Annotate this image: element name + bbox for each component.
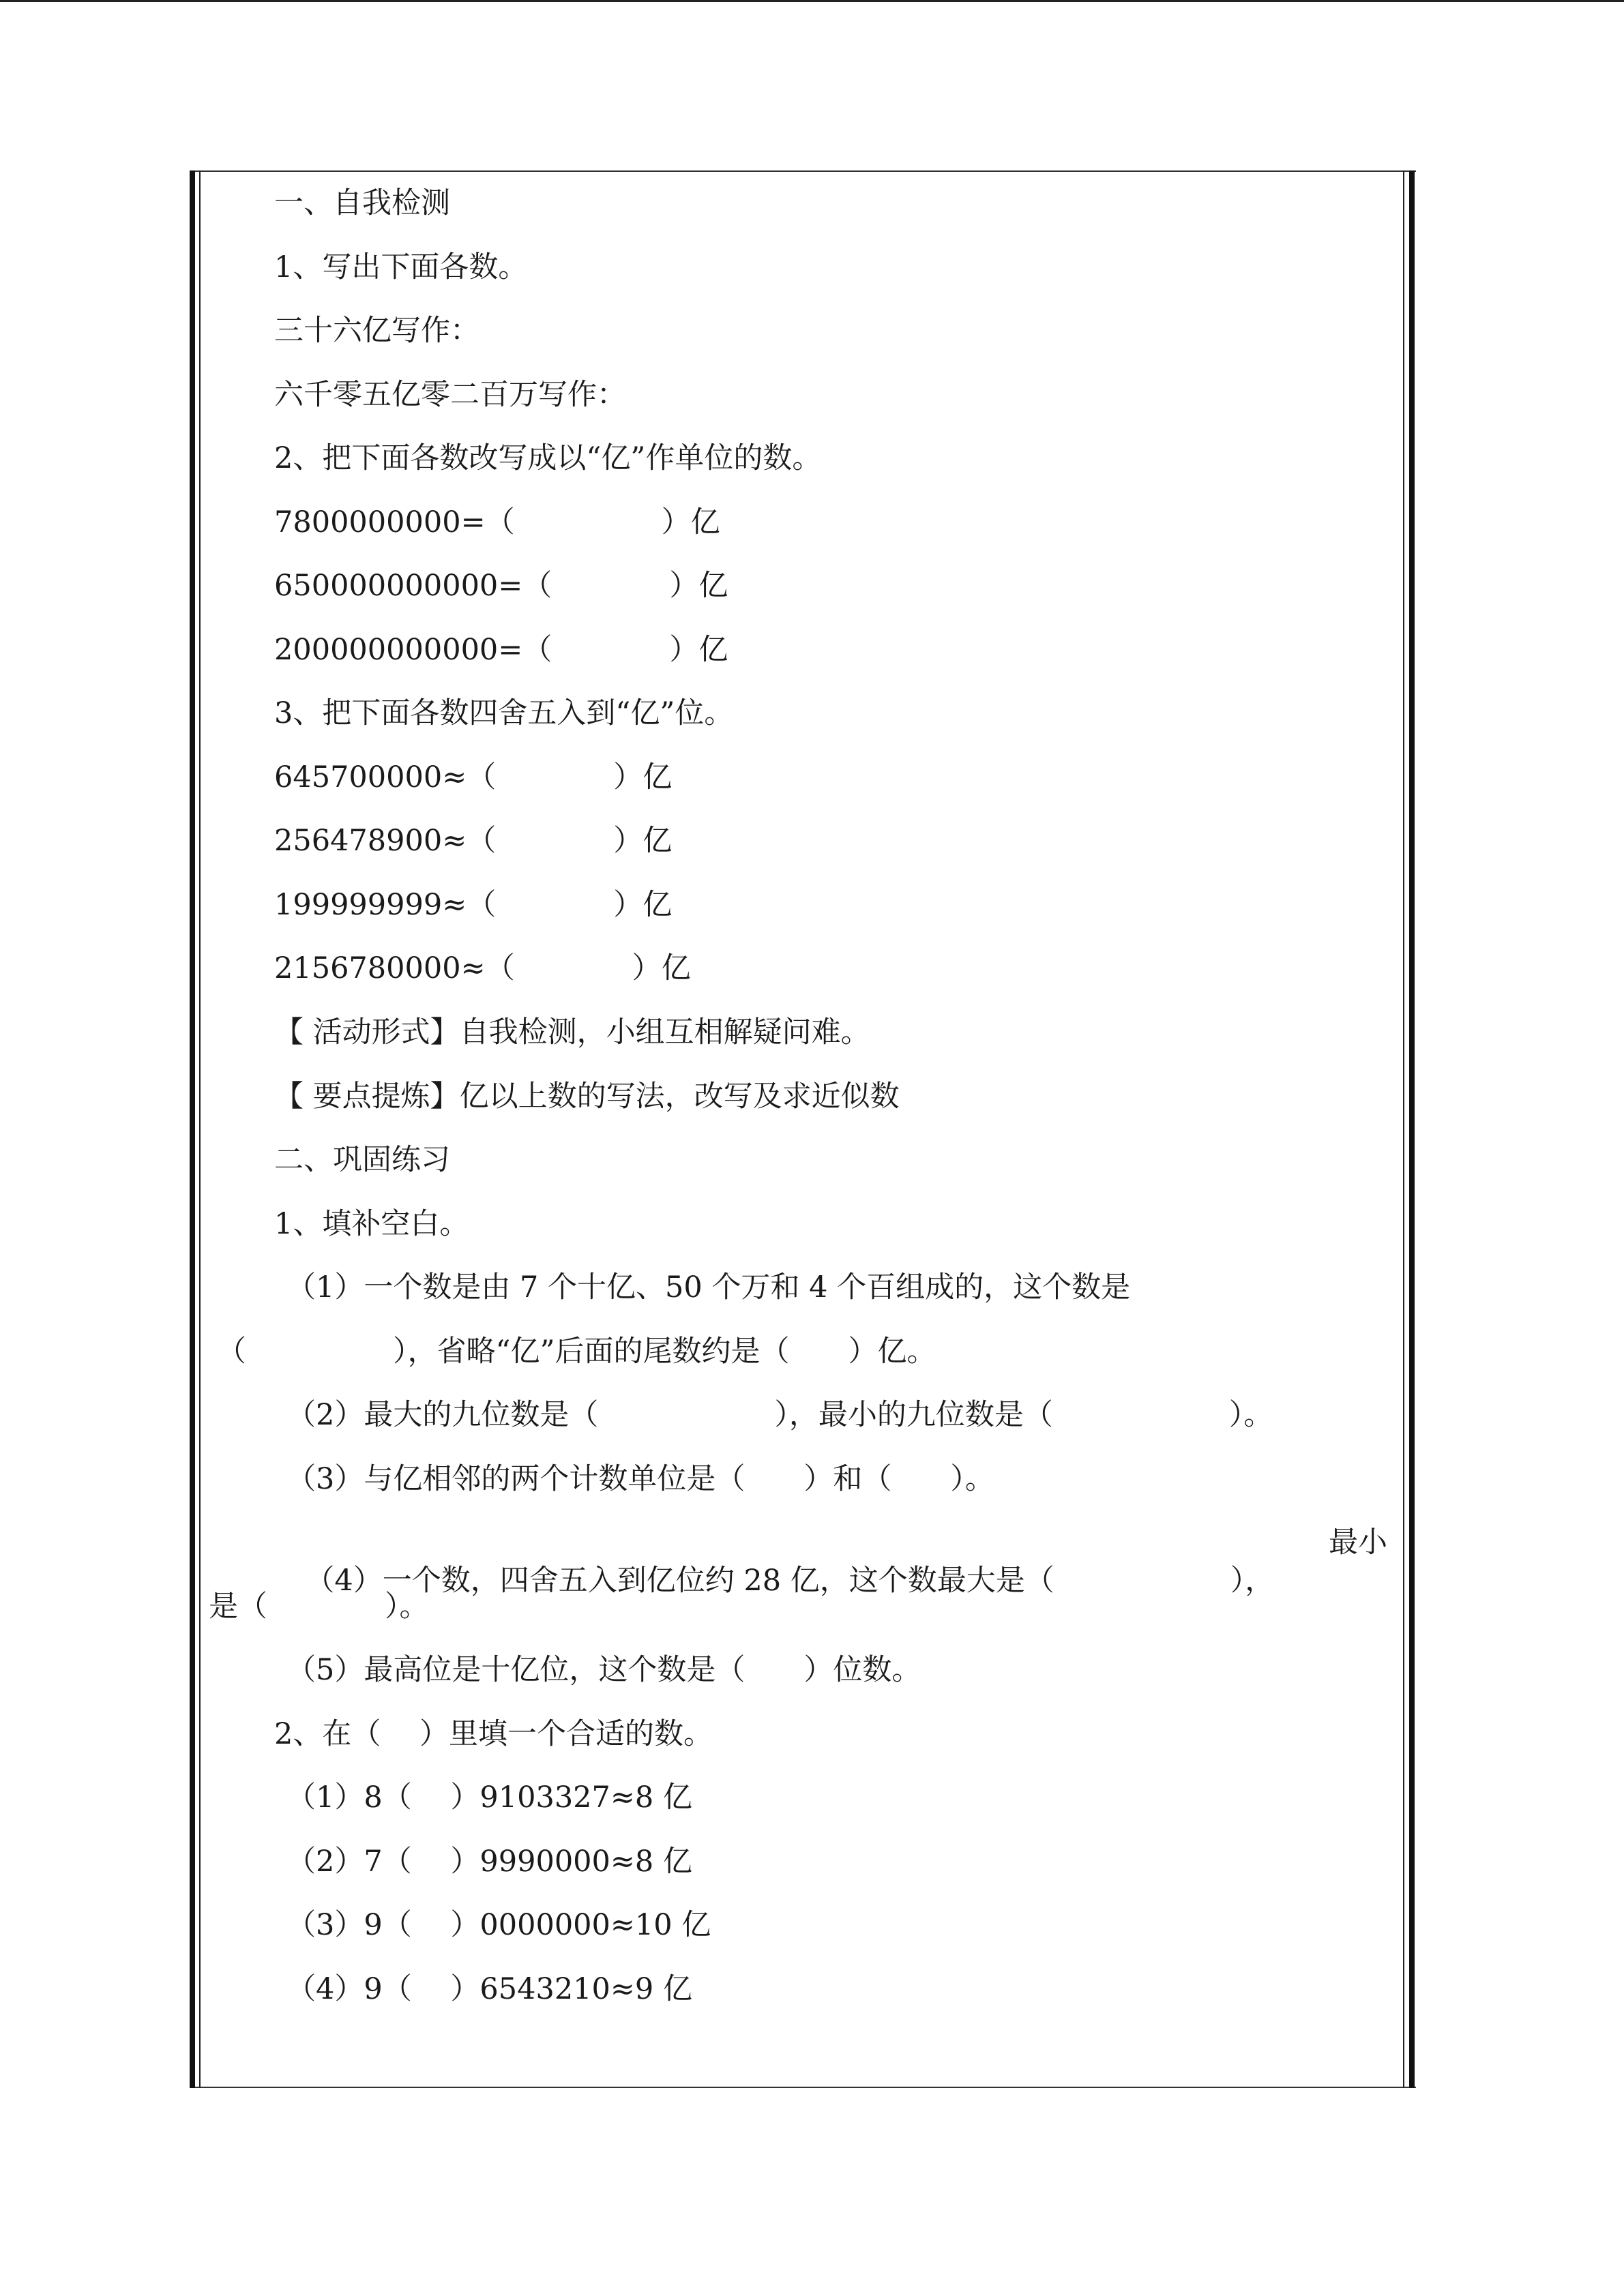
question-2-heading: 2、把下面各数改写成以“亿”作单位的数。 <box>274 441 822 475</box>
practice-1-item-1: （1）一个数是由 7 个十亿、50 个万和 4 个百组成的，这个数是 <box>286 1270 1131 1304</box>
practice-1-item-3: （3）与亿相邻的两个计数单位是（ ）和（ ）。 <box>286 1462 994 1496</box>
practice-1-item-2: （2）最大的九位数是（ ），最小的九位数是（ ）。 <box>286 1398 1273 1432</box>
question-3-item-4: 2156780000≈（ ）亿 <box>274 951 691 985</box>
question-1-item-2: 六千零五亿零二百万写作： <box>274 378 626 412</box>
practice-2-item-3: （3）9（ ）0000000≈10 亿 <box>286 1908 711 1942</box>
question-2-item-2: 650000000000=（ ）亿 <box>274 569 728 603</box>
question-3-item-3: 199999999≈（ ）亿 <box>274 888 673 922</box>
section-heading-practice: 二、巩固练习 <box>274 1143 450 1177</box>
question-3-item-2: 256478900≈（ ）亿 <box>274 824 673 858</box>
practice-1-item-4 <box>286 1523 1387 1638</box>
practice-1-item-1-continued: （ ），省略“亿”后面的尾数约是（ ）亿。 <box>217 1335 936 1369</box>
frame-left-border-thick <box>190 170 195 2088</box>
question-3-item-1: 645700000≈（ ）亿 <box>274 760 673 794</box>
practice-2-item-4: （4）9（ ）6543210≈9 亿 <box>286 1972 692 2006</box>
practice-1-item-4-text-end: 最小 <box>1329 1525 1387 1560</box>
practice-1-item-5: （5）最高位是十亿位，这个数是（ ）位数。 <box>286 1653 921 1687</box>
practice-1-heading: 1、填补空白。 <box>274 1207 469 1241</box>
section-heading-self-check: 一、自我检测 <box>274 186 450 220</box>
key-points-note: 【 要点提炼】亿以上数的写法，改写及求近似数 <box>274 1079 900 1114</box>
question-3-heading: 3、把下面各数四舍五入到“亿”位。 <box>274 696 734 730</box>
page-top-rule <box>0 0 1624 2</box>
frame-left-border-thin <box>199 170 201 2088</box>
practice-2-item-2: （2）7（ ）9990000≈8 亿 <box>286 1845 692 1879</box>
question-1-heading: 1、写出下面各数。 <box>274 250 528 284</box>
practice-1-item-4-continued: 是（ ）。 <box>209 1590 429 1624</box>
practice-1-item-4-text: （4）一个数，四舍五入到亿位约 28 亿，这个数最大是（ ）， <box>305 1564 1275 1598</box>
frame-right-border-thin <box>1403 170 1404 2088</box>
question-1-item-1: 三十六亿写作： <box>274 314 479 348</box>
practice-2-heading: 2、在（ ）里填一个合适的数。 <box>274 1717 713 1751</box>
practice-2-item-1: （1）8（ ）9103327≈8 亿 <box>286 1780 692 1815</box>
question-2-item-3: 200000000000=（ ）亿 <box>274 633 728 667</box>
question-2-item-1: 7800000000=（ ）亿 <box>274 505 720 539</box>
activity-form-note: 【 活动形式】自我检测，小组互相解疑问难。 <box>274 1015 870 1049</box>
frame-right-border-thick <box>1409 170 1415 2088</box>
